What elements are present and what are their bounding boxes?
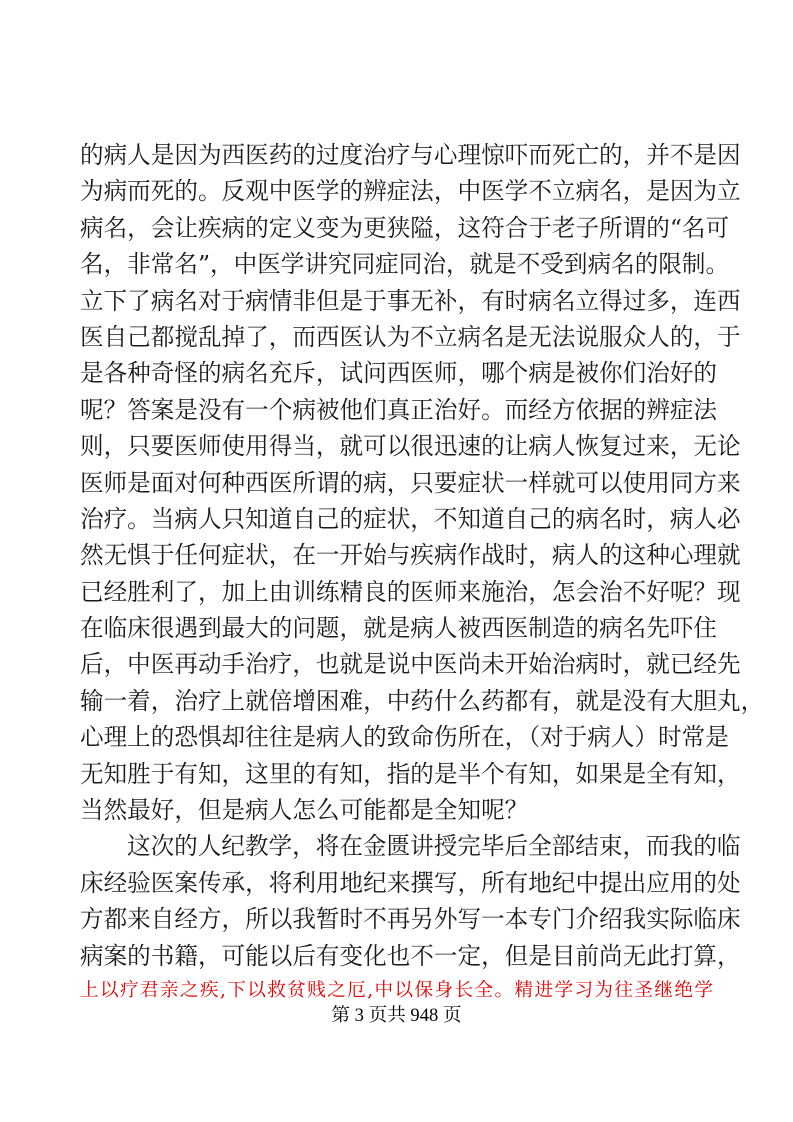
- text-line: 在临床很遇到最大的问题，就是病人被西医制造的病名先吓住: [80, 614, 718, 643]
- text-line: 名，非常名”，中医学讲究同症同治，就是不受到病名的限制。: [80, 250, 730, 279]
- footer-motto: 上以疗君亲之疾,下以救贫贱之厄,中以保身长全。精进学习为往圣继绝学: [80, 980, 713, 1001]
- text-line: 方都来自经方，所以我暂时不再另外写一本专门介绍我实际临床: [80, 905, 741, 934]
- text-line: 病名，会让疾病的定义变为更狭隘，这符合于老子所谓的“名可: [80, 213, 730, 242]
- text-line: 心理上的恐惧却往往是病人的致命伤所在，（对于病人）时常是: [80, 723, 729, 752]
- text-line: 这次的人纪教学，将在金匮讲授完毕后全部结束，而我的临: [127, 832, 741, 861]
- text-line: 呢？答案是没有一个病被他们真正治好。而经方依据的辨症法: [80, 395, 718, 424]
- text-line: 治疗。当病人只知道自己的症状，不知道自己的病名时，病人必: [80, 504, 741, 533]
- text-line: 已经胜利了，加上由训练精良的医师来施治，怎会治不好呢？现: [80, 577, 741, 606]
- text-line: 后，中医再动手治疗，也就是说中医尚未开始治病时，就已经先: [80, 650, 741, 679]
- text-line: 输一着，治疗上就倍增困难，中药什么药都有，就是没有大胆丸，: [80, 686, 765, 715]
- text-line: 的病人是因为西医药的过度治疗与心理惊吓而死亡的，并不是因: [80, 141, 741, 169]
- page-number: 第 3 页共 948 页: [331, 1005, 462, 1026]
- text-line: 病案的书籍，可能以后有变化也不一定，但是目前尚无此打算，: [80, 941, 741, 970]
- text-line: 然无惧于任何症状，在一开始与疾病作战时，病人的这种心理就: [80, 541, 741, 570]
- text-line: 床经验医案传承，将利用地纪来撰写，所有地纪中提出应用的处: [80, 868, 741, 897]
- text-line: 立下了病名对于病情非但是于事无补，有时病名立得过多，连西: [80, 286, 741, 315]
- text-line: 无知胜于有知，这里的有知，指的是半个有知，如果是全有知，: [80, 759, 741, 788]
- body-text: [80, 137, 765, 974]
- text-line: 为病而死的。反观中医学的辨症法，中医学不立病名，是因为立: [80, 177, 741, 206]
- text-line: 医师是面对何种西医所谓的病，只要症状一样就可以使用同方来: [80, 468, 741, 497]
- text-line: 是各种奇怪的病名充斥，试问西医师，哪个病是被你们治好的: [80, 359, 718, 388]
- text-line: 当然最好，但是病人怎么可能都是全知呢？: [80, 796, 529, 825]
- text-line: 则，只要医师使用得当，就可以很迅速的让病人恢复过来，无论: [80, 432, 741, 461]
- text-line: 医自己都搅乱掉了，而西医认为不立病名是无法说服众人的，于: [80, 322, 741, 351]
